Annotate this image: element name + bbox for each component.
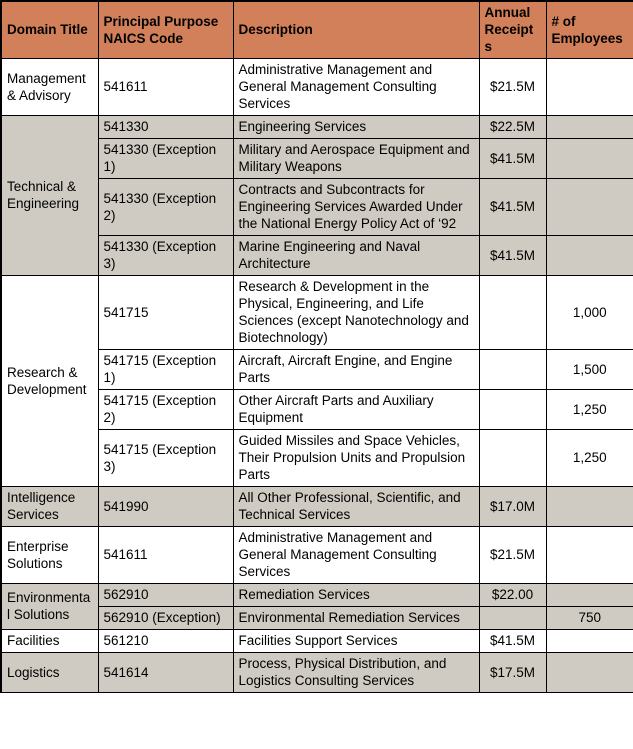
cell-annual-receipts xyxy=(479,276,546,350)
cell-employees xyxy=(546,59,633,116)
cell-domain-title: Enterprise Solutions xyxy=(1,527,98,584)
table-row xyxy=(1,630,633,653)
cell-annual-receipts xyxy=(479,607,546,630)
cell-description: Military and Aerospace Equipment and Military Weapons xyxy=(233,139,479,179)
cell-annual-receipts: $21.5M xyxy=(479,59,546,116)
column-header-employees-line1: # of xyxy=(551,13,576,29)
cell-domain-title: Facilities xyxy=(1,630,98,653)
header-row xyxy=(1,1,633,59)
column-header-description xyxy=(233,1,479,59)
cell-description: All Other Professional, Scientific, and Technical Services xyxy=(233,487,479,527)
column-header-employees xyxy=(546,1,633,59)
cell-naics-code: 541330 (Exception 2) xyxy=(98,179,233,236)
cell-description: Other Aircraft Parts and Auxiliary Equipment xyxy=(233,390,479,430)
table-row xyxy=(1,59,633,116)
table-body xyxy=(1,59,633,693)
cell-description: Contracts and Subcontracts for Engineering Services Awarded Under the National Energy Policy Act of ‘92 xyxy=(233,179,479,236)
cell-annual-receipts: $22.5M xyxy=(479,116,546,139)
cell-annual-receipts: $22.00 xyxy=(479,584,546,607)
cell-employees xyxy=(546,653,633,693)
cell-description: Process, Physical Distribution, and Logistics Consulting Services xyxy=(233,653,479,693)
cell-description: Guided Missiles and Space Vehicles, Their Propulsion Units and Propulsion Parts xyxy=(233,430,479,487)
cell-domain-title: Management & Advisory xyxy=(1,59,98,116)
column-header-naics-code-line1: Principal Purpose xyxy=(103,13,219,29)
cell-naics-code: 541330 (Exception 3) xyxy=(98,236,233,276)
cell-naics-code: 541614 xyxy=(98,653,233,693)
cell-employees: 750 xyxy=(546,607,633,630)
table-row xyxy=(1,584,633,607)
cell-annual-receipts xyxy=(479,390,546,430)
cell-employees xyxy=(546,139,633,179)
cell-naics-code: 541611 xyxy=(98,527,233,584)
table-row xyxy=(1,653,633,693)
cell-employees: 1,000 xyxy=(546,276,633,350)
cell-description: Environmental Remediation Services xyxy=(233,607,479,630)
cell-annual-receipts: $17.0M xyxy=(479,487,546,527)
cell-naics-code: 541715 (Exception 2) xyxy=(98,390,233,430)
cell-annual-receipts: $17.5M xyxy=(479,653,546,693)
cell-domain-title: Research & Development xyxy=(1,276,98,487)
column-header-naics-code xyxy=(98,1,233,59)
cell-annual-receipts: $41.5M xyxy=(479,179,546,236)
cell-naics-code: 541715 (Exception 1) xyxy=(98,350,233,390)
column-header-description-label: Description xyxy=(238,22,313,37)
cell-naics-code: 541330 (Exception 1) xyxy=(98,139,233,179)
cell-annual-receipts: $41.5M xyxy=(479,139,546,179)
cell-annual-receipts: $21.5M xyxy=(479,527,546,584)
cell-employees xyxy=(546,179,633,236)
cell-naics-code: 541330 xyxy=(98,116,233,139)
cell-description: Aircraft, Aircraft Engine, and Engine Parts xyxy=(233,350,479,390)
cell-domain-title: Technical & Engineering xyxy=(1,116,98,276)
cell-employees xyxy=(546,584,633,607)
column-header-annual-receipts xyxy=(479,1,546,59)
column-header-domain-title-label: Domain Title xyxy=(7,22,88,37)
cell-employees: 1,250 xyxy=(546,390,633,430)
cell-domain-title: Intelligence Services xyxy=(1,487,98,527)
cell-domain-title: Environmental Solutions xyxy=(1,584,98,630)
cell-description: Research & Development in the Physical, Engineering, and Life Sciences (except Nanotechnology and Biotechnology) xyxy=(233,276,479,350)
column-header-employees-line2: Employees xyxy=(551,30,623,46)
cell-annual-receipts: $41.5M xyxy=(479,630,546,653)
column-header-domain-title xyxy=(1,1,98,59)
column-header-naics-code-line2: NAICS Code xyxy=(103,30,184,46)
cell-naics-code: 561210 xyxy=(98,630,233,653)
cell-employees xyxy=(546,236,633,276)
table-header xyxy=(1,1,633,59)
cell-naics-code: 562910 (Exception) xyxy=(98,607,233,630)
cell-annual-receipts xyxy=(479,350,546,390)
cell-description: Administrative Management and General Management Consulting Services xyxy=(233,59,479,116)
cell-naics-code: 541715 xyxy=(98,276,233,350)
column-header-annual-receipts-line2: Receipts xyxy=(484,22,534,54)
table-row xyxy=(1,487,633,527)
cell-employees: 1,500 xyxy=(546,350,633,390)
cell-naics-code: 541990 xyxy=(98,487,233,527)
table-row xyxy=(1,276,633,350)
cell-employees xyxy=(546,527,633,584)
cell-description: Marine Engineering and Naval Architecture xyxy=(233,236,479,276)
cell-description: Remediation Services xyxy=(233,584,479,607)
column-header-annual-receipts-line1: Annual xyxy=(484,5,531,20)
cell-naics-code: 562910 xyxy=(98,584,233,607)
cell-employees xyxy=(546,116,633,139)
table-row xyxy=(1,116,633,139)
cell-naics-code: 541611 xyxy=(98,59,233,116)
cell-domain-title: Logistics xyxy=(1,653,98,693)
cell-description: Facilities Support Services xyxy=(233,630,479,653)
cell-employees xyxy=(546,630,633,653)
cell-description: Administrative Management and General Management Consulting Services xyxy=(233,527,479,584)
cell-description: Engineering Services xyxy=(233,116,479,139)
cell-annual-receipts: $41.5M xyxy=(479,236,546,276)
cell-employees: 1,250 xyxy=(546,430,633,487)
cell-naics-code: 541715 (Exception 3) xyxy=(98,430,233,487)
table-row xyxy=(1,527,633,584)
cell-employees xyxy=(546,487,633,527)
cell-annual-receipts xyxy=(479,430,546,487)
